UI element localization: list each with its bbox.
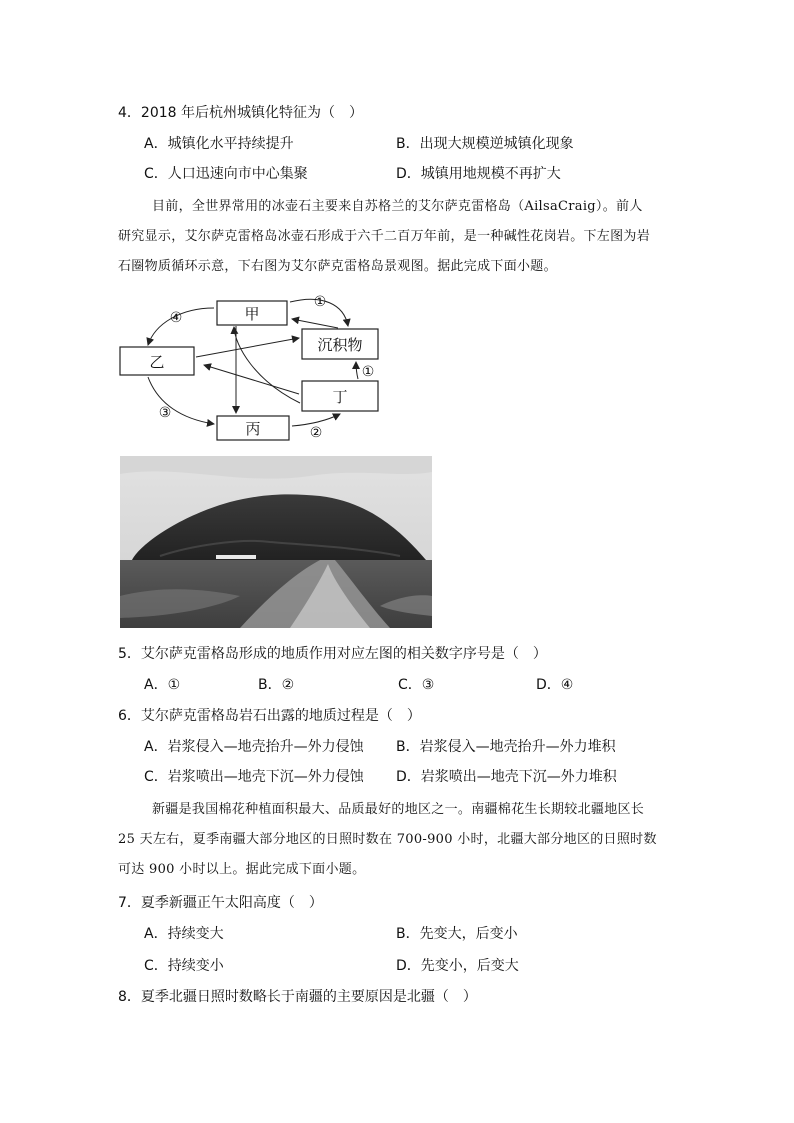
arrow-ding-to-yi bbox=[204, 365, 299, 394]
q5-option-d: D．④ bbox=[536, 677, 574, 693]
passage-2-line-2: 25 天左右，夏季南疆大部分地区的日照时数在 700-900 小时，北疆大部分地区的日照时数 bbox=[118, 832, 657, 847]
question-8-stem: 8．夏季北疆日照时数略长于南疆的主要原因是北疆（ ） bbox=[118, 989, 477, 1005]
label-2: ② bbox=[309, 425, 323, 441]
passage-1-line-3: 石圈物质循环示意，下右图为艾尔萨克雷格岛景观图。据此完成下面小题。 bbox=[118, 259, 557, 274]
label-sediment: 沉积物 bbox=[317, 336, 363, 354]
label-yi: 乙 bbox=[149, 353, 165, 371]
q7-option-a: A．持续变大 bbox=[144, 926, 224, 942]
arrow-ding-to-sediment bbox=[356, 362, 358, 379]
question-4-stem: 4．2018 年后杭州城镇化特征为（ ） bbox=[118, 105, 363, 121]
q7-option-d: D．先变小，后变大 bbox=[396, 958, 519, 974]
q7-option-c: C．持续变小 bbox=[144, 958, 224, 974]
passage-1-line-1: 目前，全世界常用的冰壶石主要来自苏格兰的艾尔萨克雷格岛（AilsaCraig）。前人 bbox=[152, 199, 643, 214]
label-ding: 丁 bbox=[332, 388, 348, 406]
ailsa-craig-island-photo bbox=[120, 456, 432, 628]
q6-option-a: A．岩浆侵入—地壳抬升—外力侵蚀 bbox=[144, 739, 364, 755]
rock-cycle-diagram bbox=[110, 286, 400, 446]
q5-option-c: C．③ bbox=[398, 677, 435, 693]
passage-1-line-2: 研究显示，艾尔萨克雷格岛冰壶石形成于六千二百万年前，是一种碱性花岗岩。下左图为岩 bbox=[118, 229, 651, 244]
label-jia: 甲 bbox=[244, 305, 260, 323]
label-4: ④ bbox=[169, 310, 183, 326]
passage-2-line-1: 新疆是我国棉花种植面积最大、品质最好的地区之一。南疆棉花生长期较北疆地区长 bbox=[152, 802, 645, 817]
q4-option-d: D．城镇用地规模不再扩大 bbox=[396, 166, 561, 182]
passage-2-line-3: 可达 900 小时以上。据此完成下面小题。 bbox=[118, 862, 366, 877]
label-1-right: ① bbox=[361, 364, 375, 380]
question-5-stem: 5．艾尔萨克雷格岛形成的地质作用对应左图的相关数字序号是（ ） bbox=[118, 646, 547, 662]
q7-option-b: B．先变大，后变小 bbox=[396, 926, 518, 942]
label-bing: 丙 bbox=[245, 420, 261, 438]
q4-option-a: A．城镇化水平持续提升 bbox=[144, 136, 294, 152]
q5-option-a: A．① bbox=[144, 677, 181, 693]
label-3: ③ bbox=[158, 405, 172, 421]
arrow-sediment-to-jia bbox=[292, 319, 338, 328]
q5-option-b: B．② bbox=[258, 677, 295, 693]
q6-option-d: D．岩浆喷出—地壳下沉—外力堆积 bbox=[396, 769, 617, 785]
label-1-top: ① bbox=[313, 294, 327, 310]
q6-option-c: C．岩浆喷出—地壳下沉—外力侵蚀 bbox=[144, 769, 364, 785]
question-7-stem: 7．夏季新疆正午太阳高度（ ） bbox=[118, 895, 323, 911]
question-6-stem: 6．艾尔萨克雷格岛岩石出露的地质过程是（ ） bbox=[118, 708, 421, 724]
q4-option-b: B．出现大规模逆城镇化现象 bbox=[396, 136, 574, 152]
q4-option-c: C．人口迅速向市中心集聚 bbox=[144, 166, 308, 182]
arrow-yi-to-sediment bbox=[196, 338, 299, 357]
q6-option-b: B．岩浆侵入—地壳抬升—外力堆积 bbox=[396, 739, 616, 755]
